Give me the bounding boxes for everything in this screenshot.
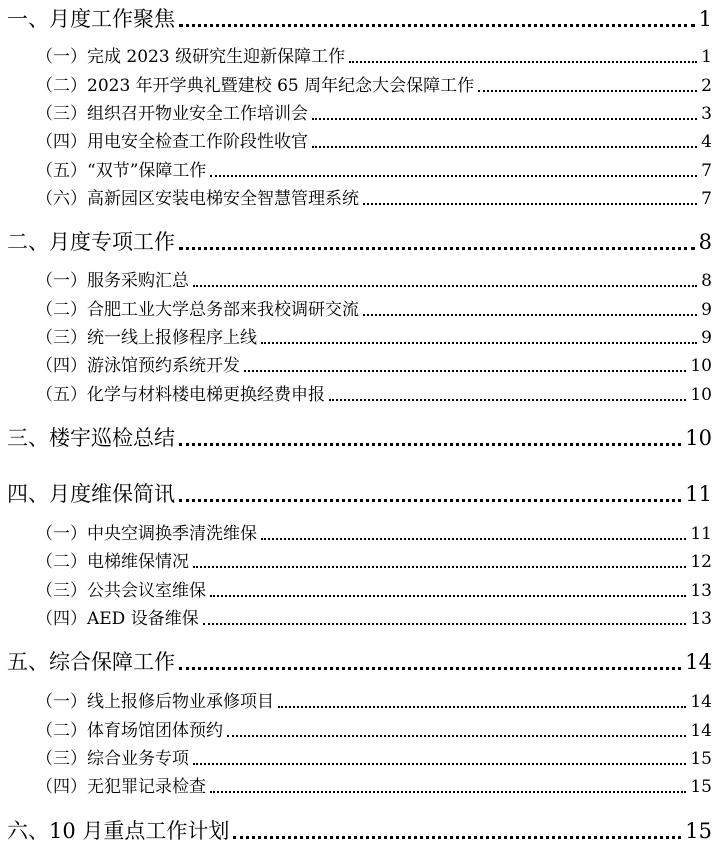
toc-page-number: 2 [701,76,712,96]
dot-leader [363,203,697,205]
toc-page-number: 15 [690,749,712,769]
dot-leader [478,90,697,92]
dot-leader [179,247,695,250]
dot-leader [203,623,687,625]
toc-section-2-5[interactable] [36,384,712,406]
toc-page-number: 14 [690,692,712,712]
dot-leader [278,706,686,708]
toc-page-number: 15 [690,777,712,797]
toc-page-number: 9 [701,300,712,320]
dot-leader [261,342,697,344]
toc-page-number: 13 [690,609,712,629]
toc-section-2-3[interactable] [36,327,712,349]
toc-entry-title: （二）电梯维保情况 [36,552,189,572]
dot-leader [261,538,686,540]
toc-section-1-4[interactable] [36,131,712,153]
toc-page-number: 14 [690,721,712,741]
toc-chapter-3[interactable] [7,425,712,451]
toc-page-number: 11 [690,524,712,544]
toc-entry-title: 五、综合保障工作 [7,650,175,674]
dot-leader [227,735,686,737]
dot-leader [193,285,697,287]
toc-section-1-5[interactable] [36,160,712,182]
toc-entry-title: 六、10 月重点工作计划 [7,819,230,843]
toc-page-number: 1 [698,7,712,31]
toc-entry-title: 四、月度维保简讯 [7,482,175,506]
toc-chapter-2[interactable] [7,229,712,255]
toc-entry-title: （三）组织召开物业安全工作培训会 [36,104,308,124]
toc-page-number: 15 [685,819,712,843]
toc-entry-title: （三）统一线上报修程序上线 [36,328,257,348]
toc-page-number: 8 [698,230,712,254]
dot-leader [210,175,697,177]
toc-chapter-5[interactable] [7,649,712,675]
dot-leader [179,499,681,502]
toc-section-1-1[interactable] [36,46,712,68]
dot-leader [179,443,681,446]
toc-section-2-2[interactable] [36,299,712,321]
dot-leader [312,146,697,148]
toc-page-number: 11 [685,482,712,506]
toc-section-1-2[interactable] [36,75,712,97]
toc-entry-title: 一、月度工作聚焦 [7,7,175,31]
dot-leader [210,595,686,597]
toc-entry-title: （一）服务采购汇总 [36,271,189,291]
toc-section-4-2[interactable] [36,551,712,573]
toc-chapter-1[interactable] [7,6,712,32]
toc-chapter-6[interactable] [7,818,712,844]
toc-entry-title: （一）线上报修后物业承修项目 [36,692,274,712]
dot-leader [363,314,697,316]
toc-page-number: 7 [701,189,712,209]
toc-page-number: 10 [690,385,712,405]
toc-entry-title: （三）公共会议室维保 [36,581,206,601]
toc-section-2-1[interactable] [36,270,712,292]
toc-section-5-4[interactable] [36,776,712,798]
toc-page-number: 9 [701,328,712,348]
toc-section-1-6[interactable] [36,188,712,210]
toc-entry-title: （四）用电安全检查工作阶段性收官 [36,132,308,152]
toc-page-number: 4 [701,132,712,152]
dot-leader [244,370,686,372]
toc-entry-title: （四）无犯罪记录检查 [36,777,206,797]
toc-section-4-4[interactable] [36,608,712,630]
dot-leader [233,836,681,839]
toc-page-number: 12 [690,552,712,572]
toc-entry-title: （五）化学与材料楼电梯更换经费申报 [36,385,325,405]
toc-entry-title: （一）中央空调换季清洗维保 [36,524,257,544]
toc-entry-title: （三）综合业务专项 [36,749,189,769]
toc-section-5-2[interactable] [36,720,712,742]
toc-page-number: 13 [690,581,712,601]
toc-page-number: 1 [701,47,712,67]
dot-leader [193,566,686,568]
toc-entry-title: （四）游泳馆预约系统开发 [36,356,240,376]
dot-leader [329,399,686,401]
toc-section-5-3[interactable] [36,748,712,770]
dot-leader [179,667,681,670]
toc-section-5-1[interactable] [36,691,712,713]
dot-leader [312,118,697,120]
toc-entry-title: （二）合肥工业大学总务部来我校调研交流 [36,300,359,320]
toc-entry-title: （六）高新园区安装电梯安全智慧管理系统 [36,189,359,209]
toc-page-number: 3 [701,104,712,124]
toc-entry-title: （一）完成 2023 级研究生迎新保障工作 [36,47,346,67]
toc-page-number: 10 [685,426,712,450]
toc-section-4-1[interactable] [36,523,712,545]
toc-section-4-3[interactable] [36,580,712,602]
toc-entry-title: （四）AED 设备维保 [36,609,199,629]
dot-leader [179,24,695,27]
toc-page-number: 8 [701,271,712,291]
toc-section-1-3[interactable] [36,103,712,125]
dot-leader [210,791,686,793]
toc-page-number: 7 [701,161,712,181]
toc-entry-title: （二）体育场馆团体预约 [36,721,223,741]
toc-page-number: 14 [685,650,712,674]
toc-entry-title: （五）“双节”保障工作 [36,161,207,181]
toc-entry-title: （二）2023 年开学典礼暨建校 65 周年纪念大会保障工作 [36,76,475,96]
toc-entry-title: 三、楼宇巡检总结 [7,426,175,450]
toc-chapter-4[interactable] [7,481,712,507]
toc-entry-title: 二、月度专项工作 [7,230,175,254]
dot-leader [193,763,686,765]
toc-page-number: 10 [690,356,712,376]
dot-leader [349,61,697,63]
toc-section-2-4[interactable] [36,355,712,377]
